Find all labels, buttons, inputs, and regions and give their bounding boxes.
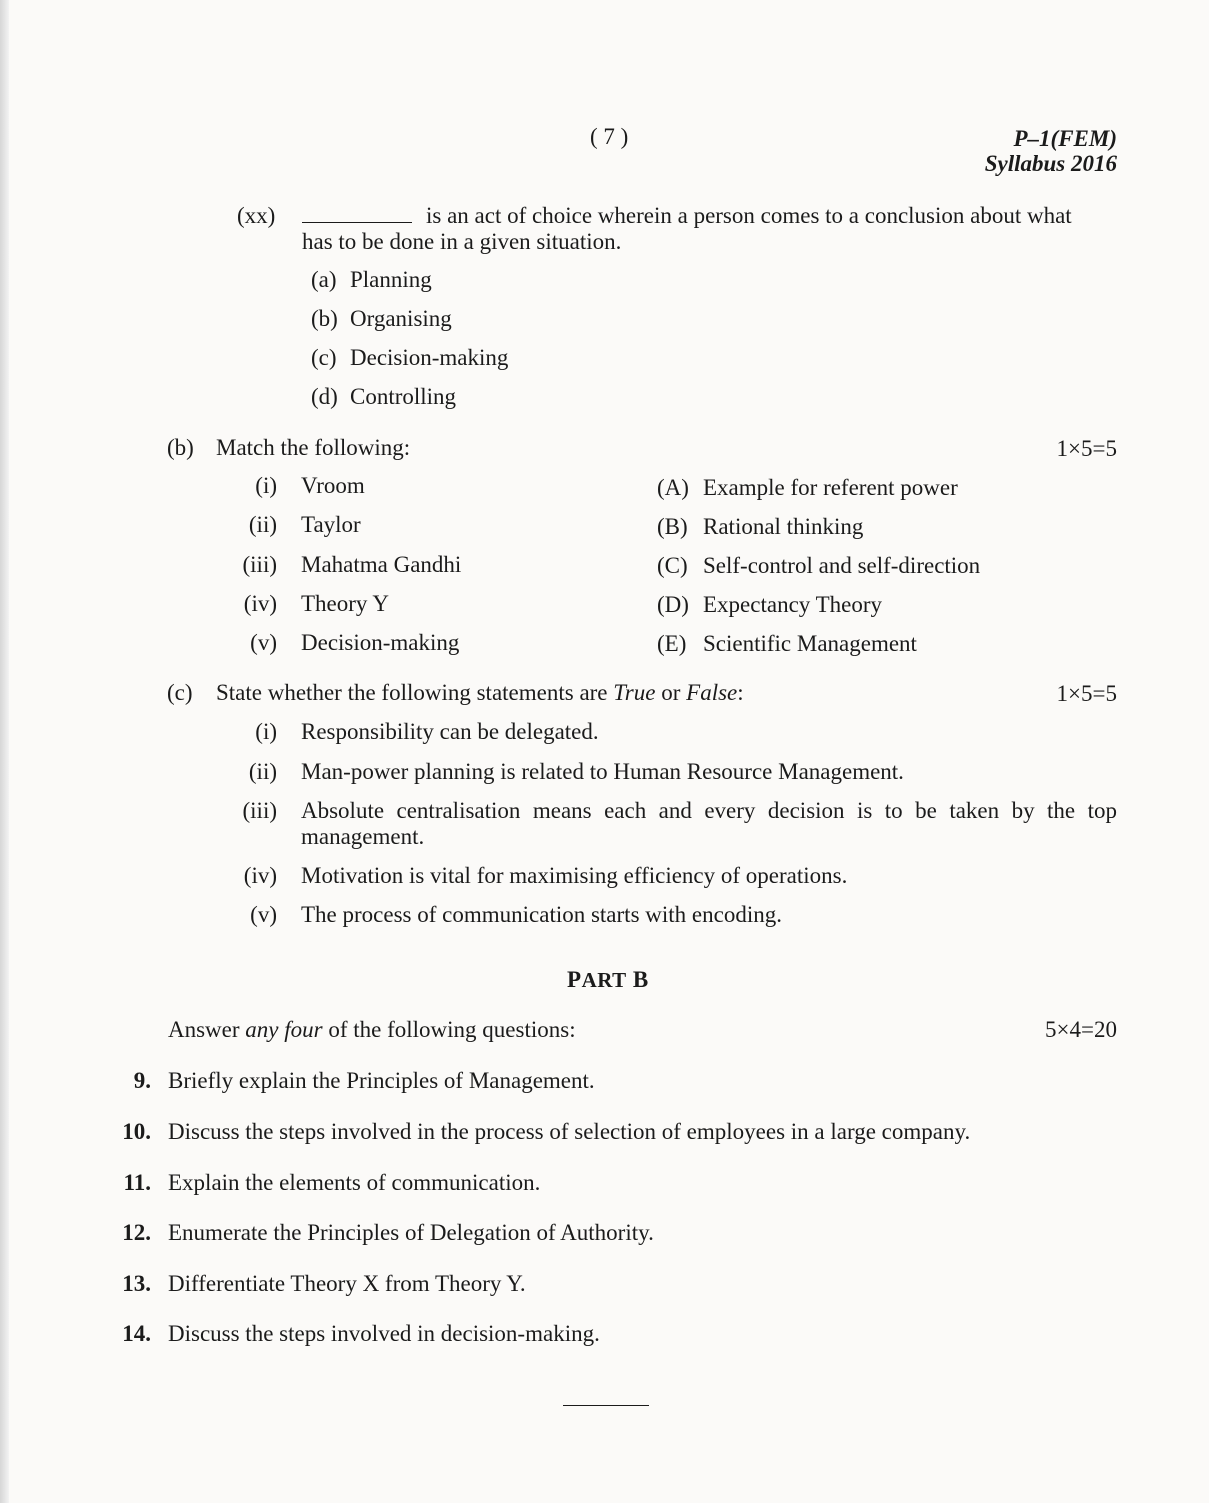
section-marks: 1×5=5 <box>1056 436 1117 461</box>
match-right-text: Rational thinking <box>703 514 864 539</box>
statement-text: Motivation is vital for maximising efficiency of operations. <box>301 863 848 888</box>
statement-label: (iv) <box>243 863 277 888</box>
match-left-label: (iii) <box>242 552 277 577</box>
match-left-text: Decision-making <box>301 630 460 655</box>
part-instruction <box>168 1017 576 1043</box>
question-text: Enumerate the Principles of Delegation of Authority. <box>168 1220 654 1245</box>
end-rule <box>563 1405 649 1406</box>
page-number: ( 7 ) <box>590 124 629 149</box>
statement-label: (iii) <box>242 798 277 823</box>
statement-label: (v) <box>250 902 277 927</box>
section-marks: 1×5=5 <box>1056 681 1117 706</box>
match-left-label: (iv) <box>243 591 277 616</box>
question-text: Briefly explain the Principles of Management. <box>168 1068 595 1093</box>
match-left-label: (i) <box>255 473 277 498</box>
section-title: Match the following: <box>216 435 411 460</box>
syllabus-year: Syllabus 2016 <box>984 151 1117 176</box>
statement-text-line2: management. <box>301 824 425 849</box>
part-heading-p: P <box>567 967 582 992</box>
section-title <box>216 680 744 706</box>
question-number: 11. <box>123 1170 151 1195</box>
statement-text: Responsibility can be delegated. <box>301 719 599 744</box>
paper-code: P–1(FEM) <box>1013 126 1117 151</box>
question-text: Explain the elements of communication. <box>168 1170 541 1195</box>
question-text <box>302 203 1072 229</box>
option-text: Organising <box>350 306 452 331</box>
option-text: Planning <box>350 267 432 292</box>
question-text-line2: has to be done in a given situation. <box>302 229 622 254</box>
match-right-text: Example for referent power <box>703 475 958 500</box>
question-number: 13. <box>122 1271 151 1296</box>
match-right-label: (B) <box>657 514 688 539</box>
statement-label: (ii) <box>248 759 277 784</box>
part-heading-rest: ART <box>581 968 627 992</box>
option-label: (d) <box>311 384 338 409</box>
title-pre: State whether the following statements are <box>216 680 614 705</box>
scan-edge <box>0 0 9 1503</box>
match-left-text: Mahatma Gandhi <box>301 552 462 577</box>
match-left-text: Vroom <box>301 473 365 498</box>
match-right-text: Self-control and self-direction <box>703 553 981 578</box>
part-heading-b: B <box>626 967 649 992</box>
match-left-label: (v) <box>250 630 277 655</box>
statement-text: The process of communication starts with encoding. <box>301 902 782 927</box>
part-marks: 5×4=20 <box>1045 1017 1117 1042</box>
section-label: (c) <box>167 680 193 705</box>
match-right-label: (A) <box>657 475 689 500</box>
match-right-label: (C) <box>657 553 688 578</box>
option-label: (c) <box>311 345 337 370</box>
instruction-em: any four <box>245 1017 323 1042</box>
instruction-pre: Answer <box>168 1017 246 1042</box>
match-left-label: (ii) <box>248 512 277 537</box>
title-or: or <box>655 680 687 705</box>
match-left-text: Taylor <box>301 512 361 537</box>
option-label: (a) <box>311 267 337 292</box>
option-text: Controlling <box>350 384 457 409</box>
statement-text: Man-power planning is related to Human Resource Management. <box>301 759 904 784</box>
match-right-text: Expectancy Theory <box>703 592 883 617</box>
title-true: True <box>613 680 656 705</box>
question-number: 14. <box>122 1321 151 1346</box>
answer-blank <box>302 204 412 223</box>
match-right-label: (E) <box>657 631 687 656</box>
question-number: (xx) <box>237 203 276 228</box>
section-label: (b) <box>167 435 194 460</box>
option-text: Decision-making <box>350 345 509 370</box>
question-text: Discuss the steps involved in decision-making. <box>168 1321 600 1346</box>
question-number: 10. <box>122 1119 151 1144</box>
statement-label: (i) <box>255 719 277 744</box>
question-number: 12. <box>122 1220 151 1245</box>
instruction-post: of the following questions: <box>322 1017 576 1042</box>
match-right-label: (D) <box>657 592 689 617</box>
question-text: Discuss the steps involved in the process of selection of employees in a large company. <box>168 1119 971 1144</box>
title-false: False <box>686 680 738 705</box>
statement-text: Absolute centralisation means each and every decision is to be taken by the top <box>301 798 1117 823</box>
question-text: Differentiate Theory X from Theory Y. <box>168 1271 526 1296</box>
question-number: 9. <box>133 1068 151 1093</box>
question-text-line1: is an act of choice wherein a person comes to a conclusion about what <box>426 203 1072 228</box>
match-left-text: Theory Y <box>301 591 389 616</box>
part-heading <box>567 967 649 993</box>
match-right-text: Scientific Management <box>703 631 917 656</box>
option-label: (b) <box>311 306 338 331</box>
title-colon: : <box>737 680 744 705</box>
